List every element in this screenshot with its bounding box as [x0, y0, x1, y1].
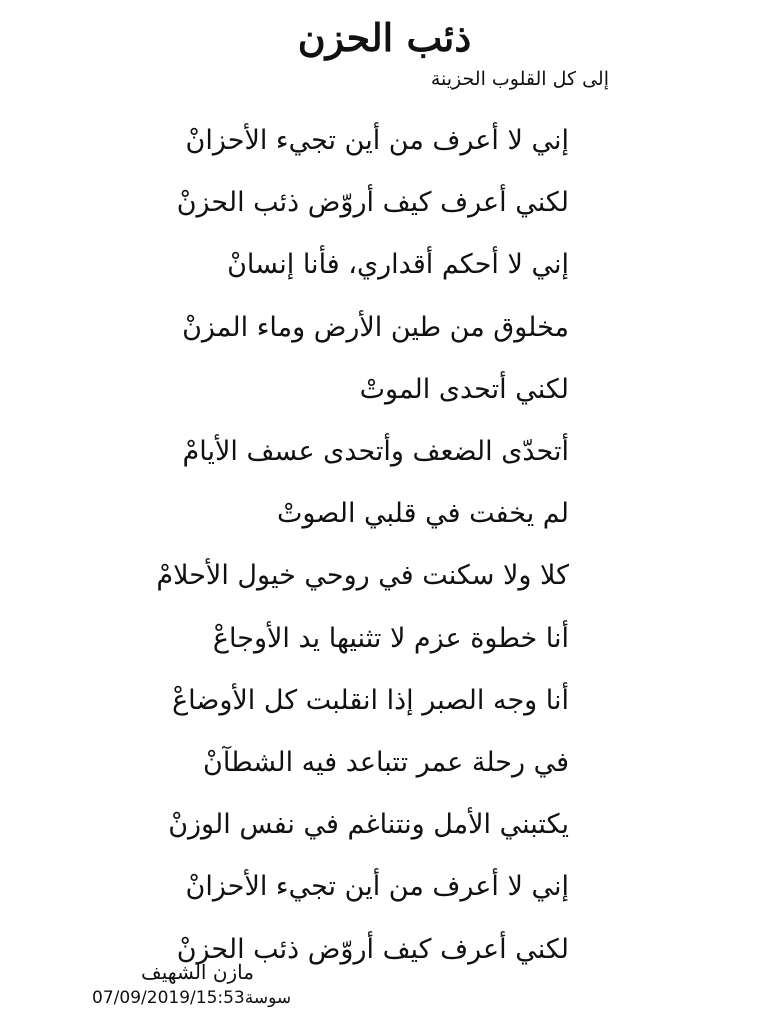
verse-line: إني لا أعرف من أين تجيء الأحزانْ — [185, 125, 569, 157]
verse-line: لم يخفت في قلبي الصوتْ — [276, 498, 569, 530]
verse-line: أنا وجه الصبر إذا انقلبت كل الأوضاعْ — [172, 684, 569, 716]
date-place-line: 07/09/2019/15:53سوسة — [92, 988, 292, 1008]
verse-line: لكني أتحدى الموتْ — [359, 373, 569, 405]
verse-line: إني لا أحكم أقداري، فأنا إنسانْ — [227, 249, 569, 281]
verse-line: كلا ولا سكنت في روحي خيول الأحلامْ — [156, 560, 569, 592]
poem-dedication: إلى كل القلوب الحزينة — [430, 68, 609, 90]
verse-line: لكني أعرف كيف أروّض ذئب الحزنْ — [176, 187, 569, 219]
verse-line: مخلوق من طين الأرض وماء المزنْ — [182, 311, 569, 343]
author-signature: مازن الشهيف — [141, 960, 254, 984]
time-value: 15:53 — [195, 988, 245, 1008]
verse-line: لكني أعرف كيف أروّض ذئب الحزنْ — [176, 933, 569, 965]
verse-line: يكتبني الأمل ونتناغم في نفس الوزنْ — [168, 809, 569, 841]
verse-line: أتحدّى الضعف وأتحدى عسف الأيامْ — [182, 436, 569, 468]
date-month: 09 — [119, 988, 142, 1008]
date-day: 07 — [92, 988, 114, 1008]
verse-list — [149, 110, 569, 981]
verse-line: في رحلة عمر تتباعد فيه الشطآنْ — [203, 746, 569, 778]
verse-line: إني لا أعرف من أين تجيء الأحزانْ — [185, 871, 569, 903]
poem-title: ذئب الحزن — [297, 15, 472, 60]
date-year: 2019 — [146, 988, 191, 1008]
verse-line: أنا خطوة عزم لا تثنيها يد الأوجاعْ — [212, 622, 569, 654]
place-name: سوسة — [244, 988, 292, 1008]
